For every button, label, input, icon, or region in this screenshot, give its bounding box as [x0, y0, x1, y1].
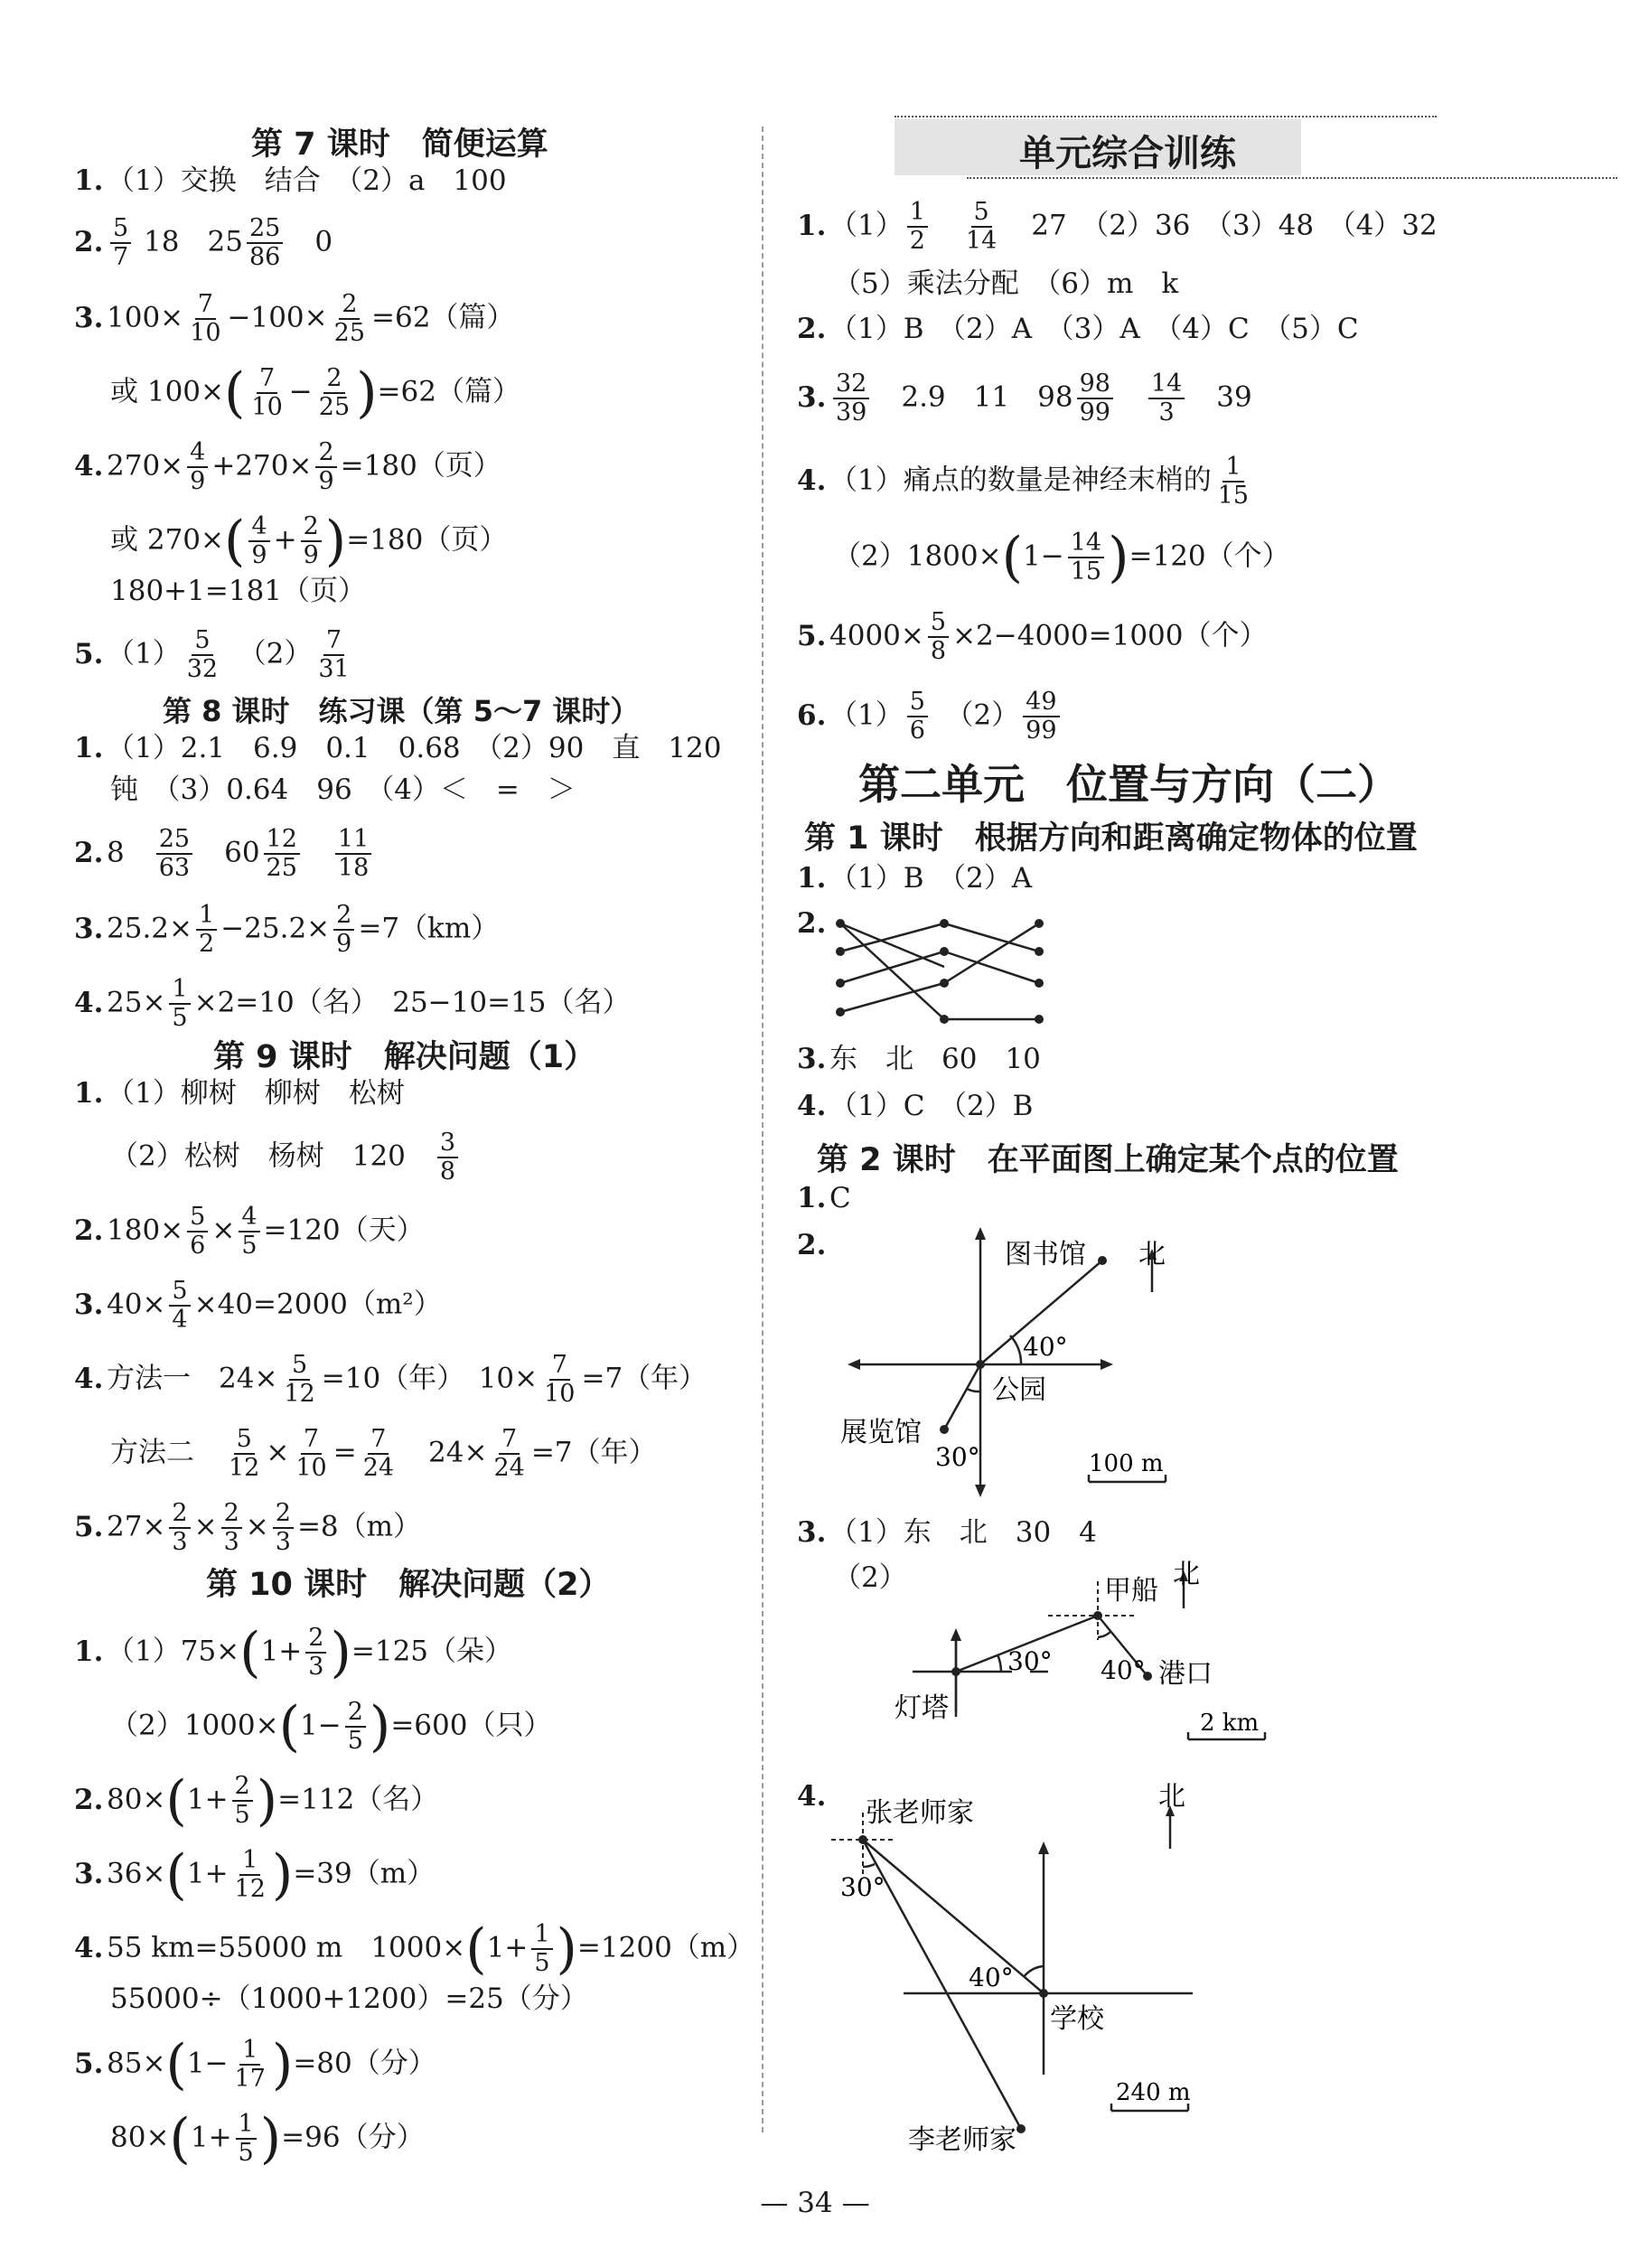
- lesson10-q3: 3. 36×(1+ $\frac{1}{12}$ )=39（m）: [74, 1843, 436, 1907]
- lesson7-q3-alt: 或 100×( $\frac{7}{10}$ − $\frac{2}{25}$ )=62（篇）: [110, 361, 520, 425]
- unit2-title: 第二单元 位置与方向（二）: [858, 760, 1399, 809]
- column-divider: [762, 127, 763, 2132]
- label-scale-q3: 2 km: [1200, 1710, 1260, 1737]
- review-q4: 4. （1）痛点的数量是神经末梢的 $\frac{1}{15}$: [797, 453, 1250, 510]
- matching-diagram: [813, 904, 1084, 1048]
- lesson10-q1: 1. （1）75×(1+ $\frac{2}{3}$ )=125（朵）: [74, 1621, 513, 1684]
- banner-dotted-bottom: [967, 177, 1617, 179]
- lesson7-q4-l3: 180+1=181（页）: [110, 575, 367, 607]
- label-port: 港口: [1158, 1658, 1213, 1690]
- l1-q3: 3. 东 北 60 10: [797, 1043, 1041, 1075]
- lesson9-q1-l2: （2）松树 杨树 120 $\frac{3}{8}$: [110, 1129, 462, 1186]
- lesson9-q4-l2: 方法二 $\frac{5}{12}$ × $\frac{7}{10}$ = $\frac{7}{24}$ 24× $\frac{7}{24}$ =7（年）: [110, 1425, 657, 1482]
- lesson9-q5: 5. 27× $\frac{2}{3}$ × $\frac{2}{3}$ × $\frac{2}{3}$ =8（m）: [74, 1499, 422, 1556]
- label-exhibition: 展览馆: [840, 1417, 922, 1448]
- page-number: — 34 —: [760, 2187, 870, 2219]
- lesson8-q4: 4. 25× $\frac{1}{5}$ ×2=10（名） 25−10=15（名）: [74, 975, 631, 1032]
- banner-dotted-top: [895, 116, 1437, 117]
- lesson8-q3: 3. 25.2× $\frac{1}{2}$ −25.2× $\frac{2}{9}$ =7（km）: [74, 901, 500, 958]
- l2-q1: 1. C: [797, 1182, 851, 1214]
- label-scale: 100 m: [1089, 1450, 1164, 1477]
- lesson10-q4-l2: 55000÷（1000+1200）=25（分）: [110, 1982, 588, 2015]
- lesson7-q1: 1. （1）交换 结合 （2）a 100: [74, 164, 507, 197]
- label-park: 公园: [992, 1374, 1046, 1406]
- l1-q4: 4. （1）C （2）B: [797, 1090, 1034, 1122]
- label-north-q3: 北: [1173, 1559, 1200, 1590]
- l2-q3: 3. （1）东 北 30 4: [797, 1516, 1097, 1549]
- park-map-diagram: [831, 1220, 1211, 1509]
- label-angle-30-q3: 30°: [1007, 1646, 1053, 1676]
- lesson8-q2: 2. 8 $\frac{25}{63}$ 60 $\frac{12}{25}$ $\frac{11}{18}$: [74, 826, 375, 882]
- label-school: 学校: [1050, 2003, 1104, 2035]
- review-q1: 1. （1） $\frac{1}{2}$ $\frac{5}{14}$ 27 （2）36 （3）48 （4）32: [797, 198, 1438, 255]
- lesson7-q2: 2. $\frac{5}{7}$ 18 25 $\frac{25}{86}$ 0: [74, 214, 333, 271]
- label-north: 北: [1138, 1239, 1166, 1270]
- lesson7-title: 第 7 课时 简便运算: [251, 127, 548, 163]
- l2-q4-num: 4.: [797, 1780, 827, 1813]
- review-q4-l2: （2）1800×(1− $\frac{14}{15}$ )=120（个）: [833, 526, 1290, 589]
- lesson1-title: 第 1 课时 根据方向和距离确定物体的位置: [804, 820, 1418, 857]
- lesson10-title: 第 10 课时 解决问题（2）: [206, 1567, 611, 1603]
- lesson10-q4: 4. 55 km=55000 m 1000×(1+ $\frac{1}{5}$ )=1200（m）: [74, 1917, 755, 1981]
- label-lighthouse: 灯塔: [895, 1692, 949, 1724]
- label-angle-30: 30°: [935, 1442, 980, 1472]
- review-q5: 5. 4000× $\frac{5}{8}$ ×2−4000=1000（个）: [797, 608, 1268, 665]
- label-ship-a: 甲船: [1104, 1575, 1158, 1607]
- lesson8-q1: 1. （1）2.1 6.9 0.1 0.68 （2）90 直 120: [74, 732, 722, 764]
- label-angle-40-q3: 40°: [1101, 1655, 1146, 1685]
- lesson10-q5-l2: 80×(1+ $\frac{1}{5}$ )=96（分）: [110, 2107, 425, 2170]
- lesson2-title: 第 2 课时 在平面图上确定某个点的位置: [817, 1142, 1399, 1178]
- label-library: 图书馆: [1005, 1239, 1086, 1270]
- lesson10-q5: 5. 85×(1− $\frac{1}{17}$ )=80（分）: [74, 2033, 436, 2096]
- label-li-home: 李老师家: [908, 2124, 1016, 2156]
- review-q3: 3. $\frac{32}{39}$ 2.9 11 98 $\frac{98}{99}$ $\frac{14}{3}$ 39: [797, 370, 1252, 426]
- lesson10-q2: 2. 80×(1+ $\frac{2}{5}$ )=112（名）: [74, 1769, 439, 1832]
- lesson7-q5: 5. （1） $\frac{5}{32}$ （2） $\frac{7}{31}$: [74, 626, 350, 683]
- review-q6: 6. （1） $\frac{5}{6}$ （2） $\frac{49}{99}$: [797, 689, 1063, 745]
- l2-q2-num: 2.: [797, 1229, 827, 1261]
- lesson7-q4: 4. 270× $\frac{4}{9}$ +270× $\frac{2}{9}$ =180（页）: [74, 438, 501, 495]
- lesson9-q4: 4. 方法一 24× $\frac{5}{12}$ =10（年） 10× $\frac{7}{10}$ =7（年）: [74, 1351, 707, 1408]
- lesson8-q1-l2: 钝 （3）0.64 96 （4）＜ = ＞: [110, 773, 576, 806]
- lesson9-title: 第 9 课时 解决问题（1）: [213, 1039, 596, 1075]
- lesson9-q2: 2. 180× $\frac{5}{6}$ × $\frac{4}{5}$ =120（天）: [74, 1203, 425, 1260]
- label-angle-30-q4: 30°: [840, 1872, 885, 1902]
- unit-review-title: 单元综合训练: [1019, 133, 1236, 174]
- label-north-q4: 北: [1158, 1781, 1185, 1813]
- lesson9-q3: 3. 40× $\frac{5}{4}$ ×40=2000（m²）: [74, 1277, 442, 1334]
- review-q2: 2. （1）B （2）A （3）A （4）C （5）C: [797, 313, 1359, 345]
- label-scale-q4: 240 m: [1116, 2079, 1191, 2106]
- l1-q1: 1. （1）B （2）A: [797, 862, 1033, 895]
- lesson8-title: 第 8 课时 练习课（第 5～7 课时）: [163, 694, 640, 728]
- review-q1-l2: （5）乘法分配 （6）m k: [833, 267, 1179, 300]
- lesson7-q3: 3. 100× $\frac{7}{10}$ −100× $\frac{2}{25}$ =62（篇）: [74, 290, 515, 347]
- teacher-home-map-diagram: [813, 1776, 1229, 2156]
- lesson10-q1-l2: （2）1000×(1− $\frac{2}{5}$ )=600（只）: [110, 1695, 552, 1758]
- lesson9-q1: 1. （1）柳树 柳树 松树: [74, 1077, 405, 1110]
- label-zhang-home: 张老师家: [866, 1797, 974, 1829]
- label-angle-40: 40°: [1023, 1332, 1068, 1362]
- label-angle-40-q4: 40°: [969, 1963, 1014, 1992]
- l2-q3-sub: （2）: [833, 1561, 907, 1594]
- ship-map-diagram: [876, 1554, 1292, 1753]
- lesson7-q4-alt: 或 270×( $\frac{4}{9}$ + $\frac{2}{9}$ )=180（页）: [110, 510, 508, 573]
- l1-q2-num: 2.: [797, 907, 827, 940]
